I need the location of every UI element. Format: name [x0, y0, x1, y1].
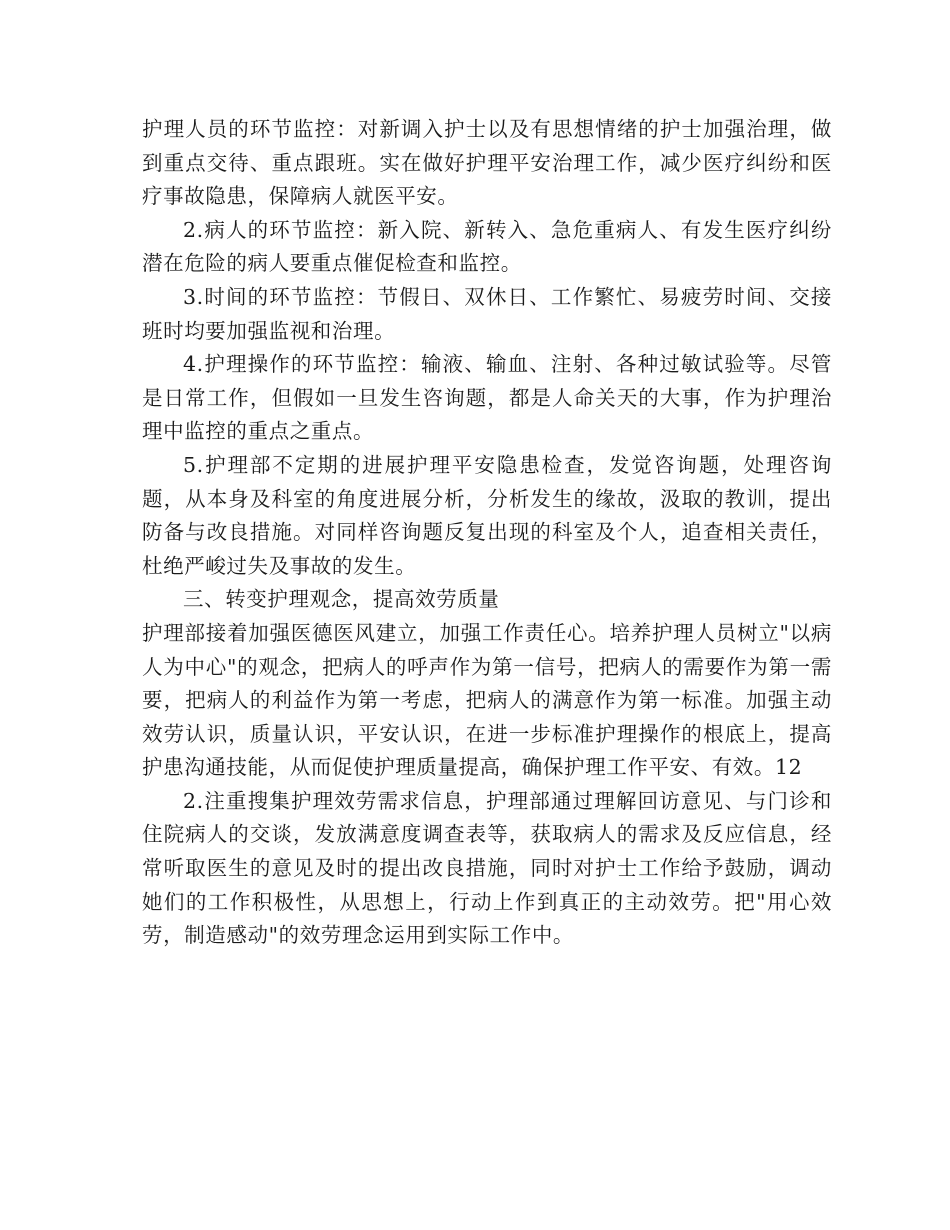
paragraph-1: 护理人员的环节监控：对新调入护士以及有思想情绪的护士加强治理，做到重点交待、重点跟班。实在做好护理平安治理工作，减少医疗纠纷和医疗事故隐患，保障病人就医平安。: [142, 117, 832, 209]
section-heading: 三、转变护理观念，提高效劳质量: [183, 587, 500, 612]
paragraph-8: 2.注重搜集护理效劳需求信息，护理部通过理解回访意见、与门诊和住院病人的交谈，发放满意度调查表等，获取病人的需求及反应信息，经常听取医生的意见及时的提出改良措施，同时对护士工作给予鼓励，调动她们的工作积极性，从思想上，行动上作到真正的主动效劳。把"用心效劳，制造感动"的效劳理念运用到实际工作中。: [142, 788, 832, 948]
paragraph-7: 护理部接着加强医德医风建立，加强工作责任心。培养护理人员树立"以病人为中心"的观念，把病人的呼声作为第一信号，把病人的需要作为第一需要，把病人的利益作为第一考虑，把病人的满意作为第一标准。加强主动效劳认识，质量认识，平安认识，在进一步标准护理操作的根底上，提高护患沟通技能，从而促使护理质量提高，确保护理工作平安、有效。12: [142, 620, 832, 780]
paragraph-3: 3.时间的环节监控：节假日、双休日、工作繁忙、易疲劳时间、交接班时均要加强监视和治理。: [142, 284, 832, 343]
paragraph-5: 5.护理部不定期的进展护理平安隐患检查，发觉咨询题，处理咨询题，从本身及科室的角度进展分析，分析发生的缘故，汲取的教训，提出防备与改良措施。对同样咨询题反复出现的科室及个人，追查相关责任，杜绝严峻过失及事故的发生。: [142, 452, 832, 578]
document-body: [142, 113, 832, 953]
paragraph-2: 2.病人的环节监控：新入院、新转入、急危重病人、有发生医疗纠纷潜在危险的病人要重点催促检查和监控。: [142, 217, 832, 276]
paragraph-4: 4.护理操作的环节监控：输液、输血、注射、各种过敏试验等。尽管是日常工作，但假如一旦发生咨询题，都是人命关天的大事，作为护理治理中监控的重点之重点。: [142, 352, 832, 444]
